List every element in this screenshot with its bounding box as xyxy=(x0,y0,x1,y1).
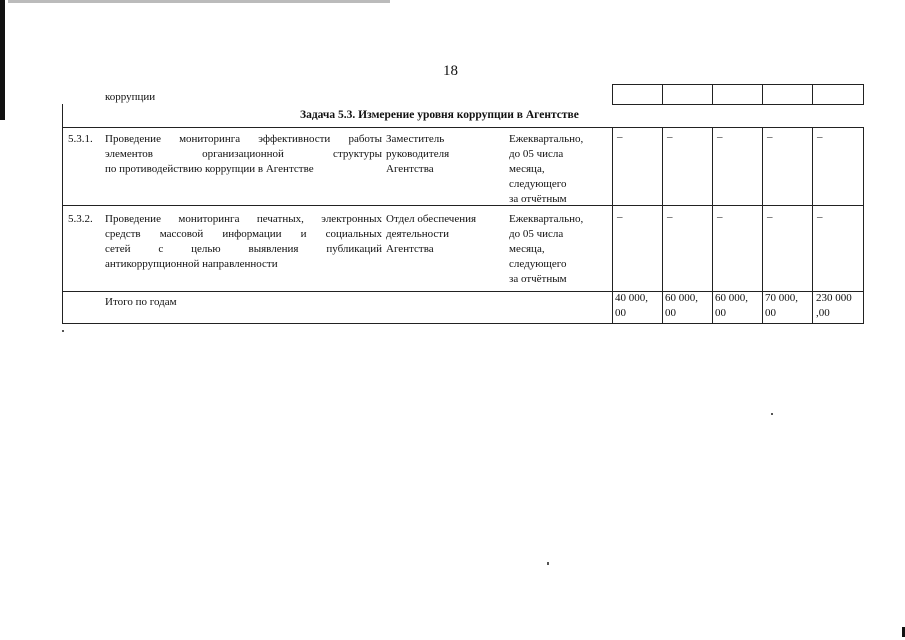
row-term-line: месяца, xyxy=(509,243,545,255)
row-number: 5.3.1. xyxy=(68,133,93,145)
total-value-line: 40 000, xyxy=(615,292,648,304)
row-term-line: Ежеквартально, xyxy=(509,213,584,225)
table-rule xyxy=(662,127,663,323)
row-term-line: до 05 числа xyxy=(509,228,564,240)
total-value-line: 60 000, xyxy=(665,292,698,304)
row-responsible-line: Агентства xyxy=(386,243,434,255)
row-term-line: до 05 числа xyxy=(509,148,564,160)
table-rule xyxy=(812,84,813,104)
row-value-cell: – xyxy=(617,211,623,223)
total-value-line: 230 000 xyxy=(816,292,852,304)
table-rule xyxy=(712,84,713,104)
row-description-line: Проведение мониторинга эффективности работы xyxy=(105,133,382,145)
row-description-line: Проведение мониторинга печатных, электронных xyxy=(105,213,382,225)
table-rule xyxy=(863,127,864,323)
row-term-line: за отчётным xyxy=(509,193,567,205)
row-value-cell: – xyxy=(767,211,773,223)
total-value-line: ,00 xyxy=(816,307,830,319)
page-number: 18 xyxy=(443,63,458,79)
row-responsible-line: руководителя xyxy=(386,148,450,160)
scan-top-edge xyxy=(0,0,905,3)
row-description-line: элементов организационной структуры xyxy=(105,148,382,160)
row-responsible-line: Заместитель xyxy=(386,133,445,145)
row-value-cell: – xyxy=(717,211,723,223)
scan-speck xyxy=(771,413,773,415)
table-rule xyxy=(612,84,613,104)
scan-left-edge xyxy=(0,0,5,120)
total-value-line: 70 000, xyxy=(765,292,798,304)
total-value-line: 60 000, xyxy=(715,292,748,304)
table-rule xyxy=(612,84,864,85)
row-responsible-line: Агентства xyxy=(386,163,434,175)
total-value-line: 00 xyxy=(665,307,676,319)
table-rule xyxy=(612,104,864,105)
row-description-line: средств массовой информации и социальных xyxy=(105,228,382,240)
row-number: 5.3.2. xyxy=(68,213,93,225)
row-value-cell: – xyxy=(617,131,623,143)
total-value-line: 00 xyxy=(765,307,776,319)
task-title: Задача 5.3. Измерение уровня коррупции в Агентстве xyxy=(300,109,579,121)
row-description-line: по противодействию коррупции в Агентстве xyxy=(105,163,314,175)
row-term-line: месяца, xyxy=(509,163,545,175)
row-term-line: за отчётным xyxy=(509,273,567,285)
table-rule xyxy=(62,104,63,324)
row-term-line: следующего xyxy=(509,178,567,190)
table-rule xyxy=(612,127,613,323)
scan-speck xyxy=(547,562,549,565)
row-description-line: антикоррупционной направленности xyxy=(105,258,278,270)
total-value-line: 00 xyxy=(715,307,726,319)
table-rule xyxy=(762,84,763,104)
scan-speck xyxy=(62,330,64,332)
table-rule xyxy=(762,127,763,323)
row-value-cell: – xyxy=(667,131,673,143)
row-responsible-line: деятельности xyxy=(386,228,449,240)
total-value-line: 00 xyxy=(615,307,626,319)
table-rule xyxy=(62,323,864,324)
table-rule xyxy=(712,127,713,323)
row-responsible-line: Отдел обеспечения xyxy=(386,213,477,225)
row-term-line: следующего xyxy=(509,258,567,270)
row-description-line: сетей с целью выявления публикаций xyxy=(105,243,382,255)
row-value-cell: – xyxy=(817,211,823,223)
row-value-cell: – xyxy=(817,131,823,143)
table-rule xyxy=(812,127,813,323)
row-value-cell: – xyxy=(767,131,773,143)
continuation-text: коррупции xyxy=(105,91,156,103)
row-value-cell: – xyxy=(667,211,673,223)
table-rule xyxy=(62,127,864,128)
row-term-line: Ежеквартально, xyxy=(509,133,584,145)
table-rule xyxy=(662,84,663,104)
table-rule xyxy=(62,205,864,206)
table-rule xyxy=(863,84,864,104)
totals-label: Итого по годам xyxy=(105,296,177,308)
row-value-cell: – xyxy=(717,131,723,143)
